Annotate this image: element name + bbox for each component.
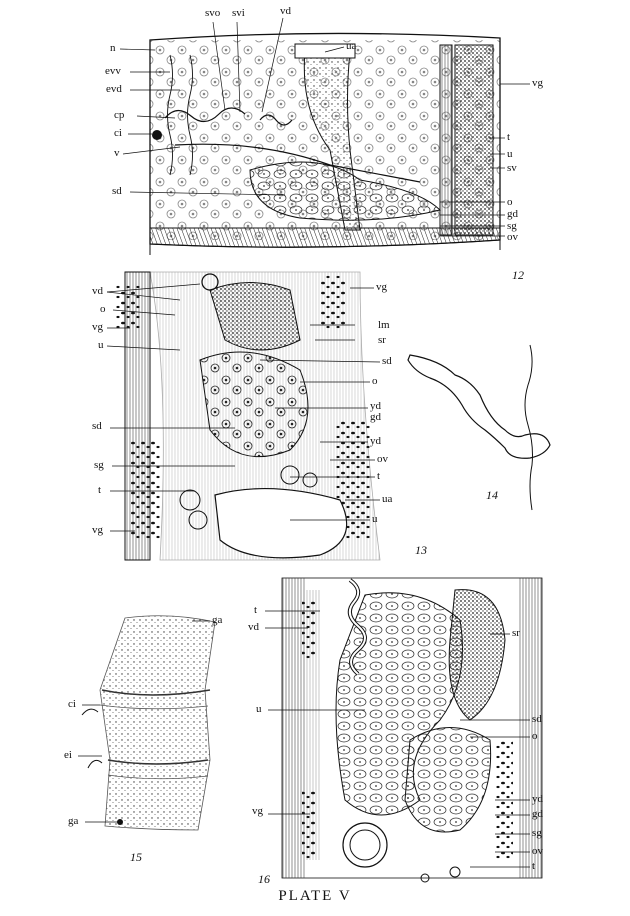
- fig13-label-lm: lm: [378, 319, 390, 331]
- fig16-label-sr: sr: [512, 627, 520, 639]
- fig12-label-ua: ua: [346, 40, 357, 52]
- fig16-label-sd: sd: [532, 713, 542, 725]
- fig13-label-sd: sd: [382, 355, 392, 367]
- figure-12-drawing: [150, 33, 500, 255]
- fig12-label-ov: ov: [507, 231, 518, 243]
- fig13-label-u: u: [98, 339, 104, 351]
- figure-15-number: 15: [130, 850, 142, 864]
- fig13-label-sr: sr: [378, 334, 386, 346]
- fig13-label-vg-2: vg: [92, 321, 103, 333]
- fig12-label-v: v: [114, 147, 120, 159]
- fig16-label-vd: vd: [248, 621, 259, 633]
- fig13-label-u-2: u: [372, 513, 378, 525]
- fig16-label-t-2: t: [532, 860, 536, 872]
- fig12-label-sd: sd: [112, 185, 122, 197]
- figure-15-drawing: [82, 616, 215, 830]
- fig13-label-vd: vd: [92, 285, 103, 297]
- fig16-label-sg: sg: [532, 827, 542, 839]
- fig16-label-ov: ov: [532, 845, 543, 857]
- figure-16-number: 16: [258, 872, 270, 886]
- fig12-label-o: o: [507, 196, 513, 208]
- fig15-label-ci: ci: [68, 698, 76, 710]
- figure-16-drawing: [282, 578, 542, 882]
- fig12-label-svi: svi: [232, 7, 245, 19]
- fig13-label-o-2: o: [372, 375, 378, 387]
- fig13-label-o: o: [100, 303, 106, 315]
- fig12-label-u: u: [507, 148, 513, 160]
- fig13-label-yd-2: yd: [370, 435, 381, 447]
- fig12-label-vd: vd: [280, 5, 291, 17]
- fig12-label-t: t: [507, 131, 511, 143]
- fig16-label-u: u: [256, 703, 262, 715]
- fig12-label-sg: sg: [507, 220, 517, 232]
- fig13-label-t-2: t: [98, 484, 102, 496]
- fig15-label-ga: ga: [212, 614, 223, 626]
- fig13-label-t: t: [377, 470, 381, 482]
- fig13-label-vg-3: vg: [92, 524, 103, 536]
- fig13-label-gd: gd: [370, 411, 381, 423]
- figure-13-drawing: [115, 272, 380, 560]
- fig13-label-yd: yd: [370, 400, 381, 412]
- fig13-label-vg: vg: [376, 281, 387, 293]
- fig13-label-ov: ov: [377, 453, 388, 465]
- fig15-label-ga-2: ga: [68, 815, 79, 827]
- fig12-label-ci: ci: [114, 127, 122, 139]
- fig16-label-gd: gd: [532, 808, 543, 820]
- figure-14-number: 14: [486, 488, 498, 502]
- plate-title: PLATE V: [278, 888, 352, 904]
- fig16-label-t: t: [254, 604, 258, 616]
- fig13-label-sg: sg: [94, 459, 104, 471]
- figure-12-number: 12: [512, 268, 524, 282]
- fig15-label-ei: ei: [64, 749, 72, 761]
- fig16-label-o: o: [532, 730, 538, 742]
- fig16-label-vg: vg: [252, 805, 263, 817]
- fig12-label-svo: svo: [205, 7, 221, 19]
- fig12-label-gd: gd: [507, 208, 518, 220]
- fig13-label-sd-2: sd: [92, 420, 102, 432]
- fig12-label-vg: vg: [532, 77, 543, 89]
- fig12-label-n: n: [110, 42, 116, 54]
- fig12-label-evv: evv: [105, 65, 121, 77]
- figure-14-drawing: [408, 345, 550, 510]
- fig12-label-sv: sv: [507, 162, 517, 174]
- fig12-label-evd: evd: [106, 83, 122, 95]
- fig16-label-yd: yd: [532, 793, 543, 805]
- figure-13-number: 13: [415, 543, 427, 557]
- fig13-label-ua: ua: [382, 493, 393, 505]
- fig12-label-cp: cp: [114, 109, 125, 121]
